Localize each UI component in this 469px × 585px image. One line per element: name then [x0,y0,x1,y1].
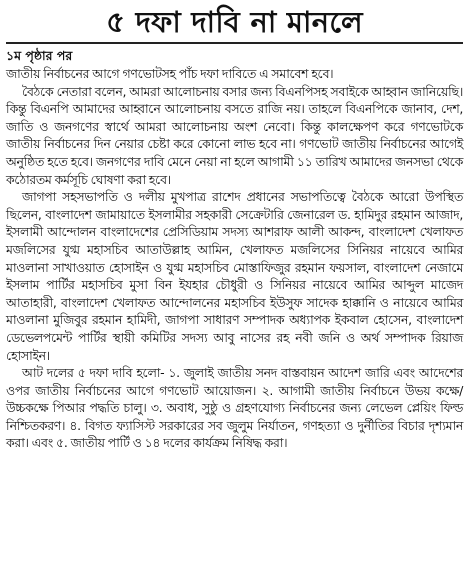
article-paragraph: বৈঠকে নেতারা বলেন, আমরা আলোচনায় বসার জন্য বিএনপিসহ সবাইকে আহ্বান জানিয়েছি। কিন্তু বিএনপি আমাদের আহ্বানে আলোচনায় বসতে রাজি নয়। তাহলে বিএনপিকে জানাব, দেশ, জাতি ও জনগণের স্বার্থে আমরা আলোচনায় অংশ নেবো। কিন্তু কালক্ষেপণ করে গণভোটকে জাতীয় নির্বাচনের দিন নেয়ার চেষ্টা করে কোনো লাভ হবে না। গণভোট জাতীয় নির্বাচনের আগেই অনুষ্ঠিত হতে হবে। জনগণের দাবি মেনে নেয়া না হলে আগামী ১১ তারিখ আমাদের জনসভা থেকে কঠোরতম কর্মসূচি ঘোষণা করা হবে। [6,83,463,187]
article-headline: ৫ দফা দাবি না মানলে [106,5,363,39]
article-paragraph: জাগপা সহসভাপতি ও দলীয় মুখপাত্র রাশেদ প্রধানের সভাপতিত্বে বৈঠকে আরো উপস্থিত ছিলেন, বাংলাদেশ জামায়াতে ইসলামীর সহকারী সেক্রেটারি জেনারেল ড. হামিদুর রহমান আজাদ, ইসলামী আন্দোলন বাংলাদেশের প্রেসিডিয়াম সদস্য আশরাফ আলী আকন্দ, বাংলাদেশ খেলাফত মজলিসের যুগ্ম মহাসচিব আতাউল্লাহ আমিন, খেলাফত মজলিসের সিনিয়র নায়েবে আমির মাওলানা সাখাওয়াত হোসাইন ও যুগ্ম মহাসচিব মোস্তাফিজুর রহমান ফয়সাল, বাংলাদেশ নেজামে ইসলাম পার্টির মহাসচিব মুসা বিন ইযহার চৌধুরী ও সিনিয়র নায়েবে আমির আব্দুল মাজেদ আতাহারী, বাংলাদেশ খেলাফত আন্দোলনের মহাসচিব ইউসুফ সাদেক হাক্কানি ও নায়েবে আমির মাওলানা মুজিবুর রহমান হামিদী, জাগপা সাধারণ সম্পাদক অধ্যাপক ইকবাল হোসেন, বাংলাদেশ ডেভেলপমেন্ট পার্টির স্থায়ী কমিটির সদস্য আবু নাসের রহ নবী জনি ও অর্থ সম্পাদক রিয়াজ হোসাইন। [6,189,463,363]
article-paragraph: আট দলের ৫ দফা দাবি হলো- ১. জুলাই জাতীয় সনদ বাস্তবায়ন আদেশ জারি এবং আদেশের ওপর জাতীয় নির্বাচনের আগে গণভোট আয়োজন। ২. আগামী জাতীয় নির্বাচনে উভয় কক্ষে/উচ্চকক্ষে পিআর পদ্ধতি চালু। ৩. অবাধ, সুষ্ঠু ও গ্রহণযোগ্য নির্বাচনের জন্য লেভেল প্লেয়িং ফিল্ড নিশ্চিতকরণ। ৪. বিগত ফ্যাসিস্ট সরকারের সব জুলুম নির্যাতন, গণহত্যা ও দুর্নীতির বিচার দৃশ্যমান করা। এবং ৫. জাতীয় পার্টি ও ১৪ দলের কার্যক্রম নিষিদ্ধ করা। [6,365,463,451]
headline-divider [6,42,463,44]
continued-from-label: ১ম পৃষ্ঠার পর [6,48,73,63]
article-paragraph: জাতীয় নির্বাচনের আগে গণভোটসহ পাঁচ দফা দাবিতে এ সমাবেশ হবে। [6,66,334,81]
